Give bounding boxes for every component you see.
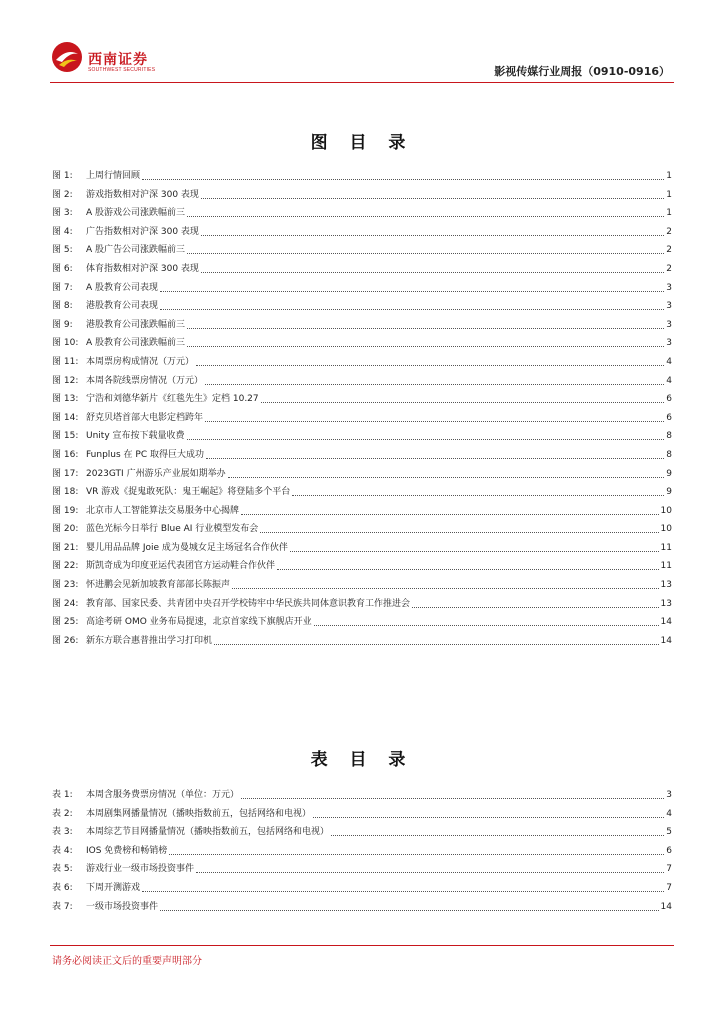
toc-dot-leader <box>187 328 664 329</box>
toc-entry-title: 蓝色光标今日举行 Blue AI 行业模型发布会 <box>86 524 259 535</box>
toc-entry[interactable] <box>52 186 672 205</box>
toc-entry-title: 本周剧集网播量情况（播映指数前五，包括网络和电视） <box>86 808 312 819</box>
toc-entry-title: 港股教育公司涨跌幅前三 <box>86 319 186 330</box>
toc-entry-label: 表 7: <box>52 901 73 912</box>
toc-entry-title: VR 游戏《捉鬼敢死队：鬼王崛起》将登陆多个平台 <box>86 487 291 498</box>
toc-entry-title: 斯凯奇成为印度亚运代表团官方运动鞋合作伙伴 <box>86 561 276 572</box>
toc-dot-leader <box>196 365 664 366</box>
toc-entry-page: 14 <box>660 617 672 628</box>
toc-dot-leader <box>228 477 664 478</box>
toc-entry-label: 图 23: <box>52 580 79 591</box>
toc-entry[interactable] <box>52 279 672 298</box>
toc-entry-page: 3 <box>666 301 672 312</box>
toc-dot-leader <box>314 625 659 626</box>
toc-entry-page: 7 <box>666 864 672 875</box>
toc-dot-leader <box>241 798 664 799</box>
toc-dot-leader <box>331 835 664 836</box>
toc-entry-title: 教育部、国家民委、共青团中央召开学校铸牢中华民族共同体意识教育工作推进会 <box>86 598 411 609</box>
toc-entry[interactable] <box>52 823 672 842</box>
toc-entry-title: 港股教育公司表现 <box>86 301 159 312</box>
toc-entry-title: 本周综艺节目网播量情况（播映指数前五，包括网络和电视） <box>86 827 330 838</box>
toc-dot-leader <box>169 854 664 855</box>
toc-entry-label: 图 9: <box>52 319 73 330</box>
toc-dot-leader <box>214 644 659 645</box>
toc-entry[interactable] <box>52 297 672 316</box>
toc-dot-leader <box>201 235 664 236</box>
toc-entry-page: 10 <box>660 505 672 516</box>
toc-dot-leader <box>142 179 664 180</box>
toc-entry[interactable] <box>52 557 672 576</box>
toc-entry-label: 表 1: <box>52 790 73 800</box>
toc-dot-leader <box>290 551 659 552</box>
toc-entry-label: 图 18: <box>52 487 79 498</box>
toc-dot-leader <box>142 891 664 892</box>
toc-entry[interactable] <box>52 316 672 335</box>
toc-entry-page: 6 <box>666 394 672 405</box>
toc-entry-page: 6 <box>666 845 672 856</box>
toc-entry-page: 2 <box>666 263 672 274</box>
toc-entry-label: 图 10: <box>52 338 79 349</box>
toc-entry[interactable] <box>52 465 672 484</box>
toc-entry[interactable] <box>52 372 672 391</box>
toc-entry-title: 上周行情回顾 <box>86 171 141 181</box>
toc-dot-leader <box>205 421 664 422</box>
toc-entry-page: 8 <box>666 431 672 442</box>
toc-entry[interactable] <box>52 613 672 632</box>
toc-entry[interactable] <box>52 576 672 595</box>
toc-entry[interactable] <box>52 805 672 824</box>
toc-dot-leader <box>313 817 664 818</box>
toc-entry-title: 本周票房构成情况（万元） <box>86 356 195 367</box>
toc-entry-title: 体育指数相对沪深 300 表现 <box>86 263 199 274</box>
toc-entry-label: 图 1: <box>52 171 73 181</box>
toc-entry-page: 13 <box>660 598 672 609</box>
toc-entry-page: 3 <box>666 282 672 293</box>
toc-dot-leader <box>292 495 664 496</box>
toc-entry-page: 1 <box>666 171 672 181</box>
toc-entry[interactable] <box>52 167 672 186</box>
toc-dot-leader <box>260 532 659 533</box>
toc-dot-leader <box>187 346 664 347</box>
toc-entry-title: 游戏行业一级市场投资事件 <box>86 864 195 875</box>
toc-entry-page: 2 <box>666 226 672 237</box>
toc-entry-label: 表 2: <box>52 808 73 819</box>
toc-entry[interactable] <box>52 539 672 558</box>
toc-entry-label: 图 25: <box>52 617 79 628</box>
toc-dot-leader <box>160 291 664 292</box>
toc-entry-label: 图 21: <box>52 542 79 553</box>
toc-entry-label: 图 6: <box>52 263 73 274</box>
toc-entry-label: 图 4: <box>52 226 73 237</box>
toc-entry-title: 游戏指数相对沪深 300 表现 <box>86 189 199 200</box>
toc-entry-label: 图 26: <box>52 635 79 646</box>
toc-entry[interactable] <box>52 390 672 409</box>
toc-entry[interactable] <box>52 409 672 428</box>
toc-entry-page: 4 <box>666 375 672 386</box>
toc-entry[interactable] <box>52 223 672 242</box>
toc-entry-page: 11 <box>660 542 672 553</box>
toc-entry-label: 图 24: <box>52 598 79 609</box>
toc-entry-title: A 股教育公司涨跌幅前三 <box>86 338 186 349</box>
toc-entry[interactable] <box>52 595 672 614</box>
toc-entry-title: 下周开测游戏 <box>86 882 141 893</box>
toc-entry[interactable] <box>52 842 672 861</box>
logo-chinese-name: 西南证券 <box>88 52 148 68</box>
toc-dot-leader <box>187 216 664 217</box>
toc-dot-leader <box>232 588 659 589</box>
toc-entry[interactable] <box>52 632 672 651</box>
toc-entry-title: 宁浩和刘德华新片《红毯先生》定档 10.27 <box>86 394 259 405</box>
toc-entry-label: 图 11: <box>52 356 79 367</box>
toc-entry-page: 4 <box>666 808 672 819</box>
toc-entry[interactable] <box>52 879 672 898</box>
toc-entry-page: 3 <box>666 790 672 800</box>
footer-disclaimer: 请务必阅读正文后的重要声明部分 <box>52 956 202 967</box>
toc-entry-page: 4 <box>666 356 672 367</box>
toc-entry-label: 表 3: <box>52 827 73 838</box>
table-list-title: 表 目 录 <box>310 750 414 770</box>
toc-entry-title: 高途考研 OMO 业务布局提速，北京首家线下旗舰店开业 <box>86 617 312 628</box>
logo-emblem-icon <box>50 40 84 74</box>
toc-entry-label: 图 14: <box>52 412 79 423</box>
footer-divider <box>50 945 674 946</box>
report-title: 影视传媒行业周报（0910-0916） <box>494 65 670 78</box>
toc-entry[interactable] <box>52 427 672 446</box>
toc-dot-leader <box>205 384 664 385</box>
toc-entry[interactable] <box>52 502 672 521</box>
toc-entry-title: 怀进鹏会见新加坡教育部部长陈振声 <box>86 580 231 591</box>
toc-entry-label: 图 16: <box>52 449 79 460</box>
toc-entry-page: 7 <box>666 882 672 893</box>
toc-entry-title: A 股教育公司表现 <box>86 282 159 293</box>
page-header <box>0 0 724 90</box>
toc-entry[interactable] <box>52 353 672 372</box>
toc-entry-title: A 股广告公司涨跌幅前三 <box>86 245 186 256</box>
toc-entry-title: 婴儿用品品牌 Joie 成为曼城女足主场冠名合作伙伴 <box>86 542 288 553</box>
toc-entry-title: 北京市人工智能算法交易服务中心揭牌 <box>86 505 240 516</box>
figure-list-title: 图 目 录 <box>310 133 414 153</box>
toc-entry[interactable] <box>52 483 672 502</box>
toc-entry-label: 图 5: <box>52 245 73 256</box>
table-list <box>52 786 672 916</box>
toc-dot-leader <box>187 253 664 254</box>
toc-entry-title: 一级市场投资事件 <box>86 901 159 912</box>
toc-entry-page: 5 <box>666 827 672 838</box>
toc-entry-title: 新东方联合惠普推出学习打印机 <box>86 635 213 646</box>
toc-entry-label: 图 19: <box>52 505 79 516</box>
toc-entry-page: 10 <box>660 524 672 535</box>
toc-entry-label: 图 17: <box>52 468 79 479</box>
toc-entry-page: 14 <box>660 901 672 912</box>
toc-entry-label: 图 3: <box>52 208 73 219</box>
toc-dot-leader <box>196 872 664 873</box>
toc-entry[interactable] <box>52 520 672 539</box>
toc-dot-leader <box>206 458 664 459</box>
toc-entry-page: 9 <box>666 487 672 498</box>
toc-entry[interactable] <box>52 898 672 917</box>
toc-entry-title: 本周含服务费票房情况（单位：万元） <box>86 790 240 800</box>
header-divider <box>50 82 674 83</box>
toc-entry-page: 8 <box>666 449 672 460</box>
toc-entry-label: 图 22: <box>52 561 79 572</box>
figure-list <box>52 167 672 650</box>
toc-dot-leader <box>187 439 664 440</box>
toc-entry-title: A 股游戏公司涨跌幅前三 <box>86 208 186 219</box>
toc-dot-leader <box>201 272 664 273</box>
toc-dot-leader <box>160 910 659 911</box>
toc-entry-label: 图 7: <box>52 282 73 293</box>
toc-entry[interactable] <box>52 260 672 279</box>
toc-entry-page: 14 <box>660 635 672 646</box>
toc-entry-label: 图 15: <box>52 431 79 442</box>
toc-entry-page: 3 <box>666 319 672 330</box>
toc-entry-title: Unity 宣布按下载量收费 <box>86 431 185 442</box>
toc-entry-label: 图 8: <box>52 301 73 312</box>
toc-entry-title: Funplus 在 PC 取得巨大成功 <box>86 449 204 460</box>
toc-entry-label: 图 13: <box>52 394 79 405</box>
toc-dot-leader <box>241 514 659 515</box>
toc-dot-leader <box>160 309 664 310</box>
toc-entry[interactable] <box>52 241 672 260</box>
toc-dot-leader <box>412 607 659 608</box>
toc-entry[interactable] <box>52 334 672 353</box>
toc-entry-label: 表 5: <box>52 864 73 875</box>
toc-entry-label: 图 2: <box>52 189 73 200</box>
toc-entry-label: 图 20: <box>52 524 79 535</box>
company-logo <box>50 40 160 76</box>
toc-dot-leader <box>261 402 664 403</box>
toc-entry-label: 表 4: <box>52 845 73 856</box>
toc-entry-page: 2 <box>666 245 672 256</box>
toc-entry-title: IOS 免费榜和畅销榜 <box>86 845 168 856</box>
logo-english-name: SOUTHWEST SECURITIES <box>88 67 156 73</box>
toc-entry[interactable] <box>52 446 672 465</box>
toc-entry-page: 13 <box>660 580 672 591</box>
toc-entry-label: 图 12: <box>52 375 79 386</box>
toc-entry[interactable] <box>52 860 672 879</box>
toc-entry-label: 表 6: <box>52 882 73 893</box>
toc-dot-leader <box>277 569 659 570</box>
toc-entry-page: 11 <box>660 561 672 572</box>
toc-entry-title: 本周各院线票房情况（万元） <box>86 375 204 386</box>
toc-entry-title: 2023GTI 广州游乐产业展如期举办 <box>86 468 226 479</box>
toc-entry-page: 1 <box>666 189 672 200</box>
toc-entry-page: 6 <box>666 412 672 423</box>
toc-entry-page: 3 <box>666 338 672 349</box>
toc-entry[interactable] <box>52 204 672 223</box>
toc-entry-page: 9 <box>666 468 672 479</box>
toc-dot-leader <box>201 198 664 199</box>
toc-entry-title: 广告指数相对沪深 300 表现 <box>86 226 199 237</box>
toc-entry[interactable] <box>52 786 672 805</box>
toc-entry-page: 1 <box>666 208 672 219</box>
toc-entry-title: 舒克贝塔首部大电影定档跨年 <box>86 412 204 423</box>
